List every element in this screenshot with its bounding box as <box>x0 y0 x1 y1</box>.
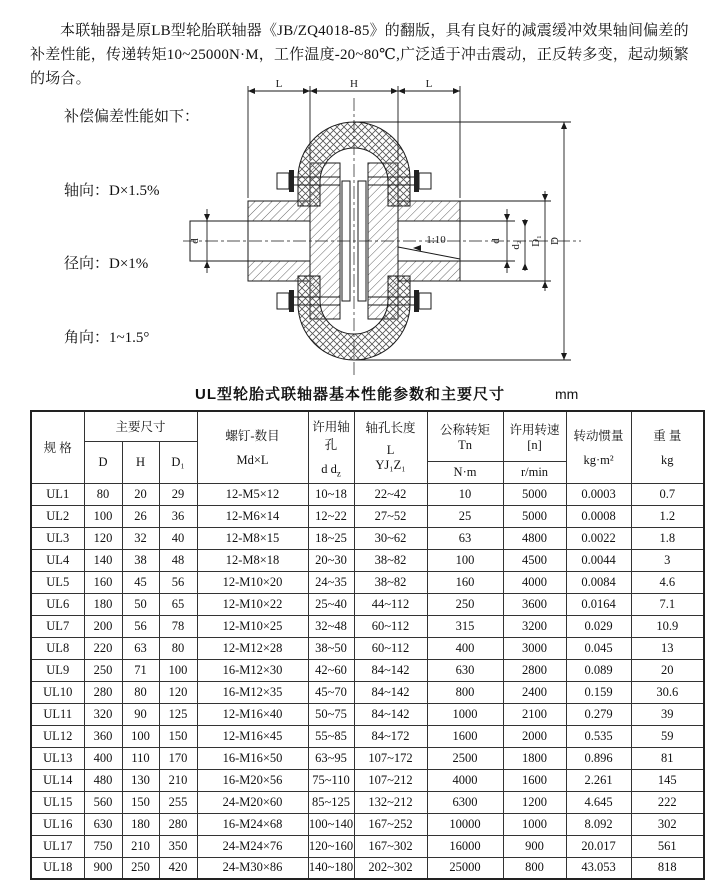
table-cell: 12~22 <box>308 505 354 527</box>
table-cell: 80 <box>122 681 159 703</box>
table-cell: 100 <box>159 659 197 681</box>
table-cell: 202~302 <box>354 857 427 879</box>
table-cell: 24-M30×86 <box>197 857 308 879</box>
table-cell: 71 <box>122 659 159 681</box>
table-cell: 0.535 <box>566 725 631 747</box>
table-cell: UL10 <box>31 681 84 703</box>
table-cell: 90 <box>122 703 159 725</box>
table-cell: 255 <box>159 791 197 813</box>
table-cell: 24~35 <box>308 571 354 593</box>
table-cell: 81 <box>631 747 704 769</box>
table-cell: 80 <box>159 637 197 659</box>
table-cell: 210 <box>122 835 159 857</box>
table-cell: UL14 <box>31 769 84 791</box>
table-cell: 250 <box>84 659 122 681</box>
table-cell: UL16 <box>31 813 84 835</box>
table-cell: 0.279 <box>566 703 631 725</box>
dim-label-d-right: d <box>490 238 502 244</box>
table-cell: 1600 <box>503 769 566 791</box>
col-header-inertia: 转动惯量 kg·m² <box>566 411 631 483</box>
intro-paragraph: 本联轴器是原LB型轮胎联轴器《JB/ZQ4018-85》的翻版，具有良好的减震缓冲效果轴间偏差的补差性能，传递转矩10~25000N·M，工作温度-20~80℃,广泛适于冲击震动，正反转多变，起动频繁的场合。 <box>30 23 689 87</box>
table-cell: 3 <box>631 549 704 571</box>
table-cell: 22~42 <box>354 483 427 505</box>
table-cell: 56 <box>159 571 197 593</box>
dim-label-d-left: d <box>189 238 201 244</box>
table-cell: 2500 <box>427 747 503 769</box>
table-cell: 12-M12×28 <box>197 637 308 659</box>
table-cell: 0.7 <box>631 483 704 505</box>
table-cell: 1000 <box>503 813 566 835</box>
table-cell: 210 <box>159 769 197 791</box>
table-cell: 4000 <box>503 571 566 593</box>
col-header-screw: 螺钉-数目 Md×L <box>197 411 308 483</box>
table-cell: 0.045 <box>566 637 631 659</box>
table-cell: 10000 <box>427 813 503 835</box>
dim-label-L-right: L <box>425 78 433 90</box>
table-cell: 4.645 <box>566 791 631 813</box>
table-cell: 2800 <box>503 659 566 681</box>
col-header-spec: 规 格 <box>31 411 84 483</box>
table-cell: 100~140 <box>308 813 354 835</box>
table-row <box>31 659 704 681</box>
table-cell: 84~142 <box>354 681 427 703</box>
table-cell: 43.053 <box>566 857 631 879</box>
table-cell: 150 <box>122 791 159 813</box>
table-cell: 400 <box>427 637 503 659</box>
table-cell: 48 <box>159 549 197 571</box>
table-cell: 420 <box>159 857 197 879</box>
table-cell: 16-M24×68 <box>197 813 308 835</box>
table-cell: 4.6 <box>631 571 704 593</box>
table-cell: 20 <box>122 483 159 505</box>
table-cell: 560 <box>84 791 122 813</box>
table-cell: 167~302 <box>354 835 427 857</box>
angular-spec: 角向：1~1.5° <box>64 329 150 346</box>
table-cell: 480 <box>84 769 122 791</box>
table-cell: 32~48 <box>308 615 354 637</box>
table-cell: 12-M10×25 <box>197 615 308 637</box>
torque-unit: N·m <box>427 461 503 483</box>
table-cell: 25 <box>427 505 503 527</box>
table-cell: 60~112 <box>354 615 427 637</box>
table-row <box>31 549 704 571</box>
table-row <box>31 681 704 703</box>
table-cell: 561 <box>631 835 704 857</box>
table-cell: 280 <box>84 681 122 703</box>
table-cell: 1000 <box>427 703 503 725</box>
spec-table <box>30 410 705 880</box>
table-cell: 0.0164 <box>566 593 631 615</box>
table-cell: 12-M6×14 <box>197 505 308 527</box>
table-row <box>31 813 704 835</box>
col-header-H: H <box>122 441 159 483</box>
table-row <box>31 725 704 747</box>
table-cell: 0.0084 <box>566 571 631 593</box>
table-cell: 1.8 <box>631 527 704 549</box>
table-cell: 5000 <box>503 483 566 505</box>
table-cell: 18~25 <box>308 527 354 549</box>
table-cell: 38 <box>122 549 159 571</box>
table-cell: 250 <box>122 857 159 879</box>
table-cell: 107~172 <box>354 747 427 769</box>
table-cell: 13 <box>631 637 704 659</box>
table-cell: 50~75 <box>308 703 354 725</box>
table-cell: 12-M5×12 <box>197 483 308 505</box>
table-cell: 2400 <box>503 681 566 703</box>
table-row <box>31 747 704 769</box>
table-cell: UL18 <box>31 857 84 879</box>
table-cell: 110 <box>122 747 159 769</box>
table-cell: UL2 <box>31 505 84 527</box>
table-cell: 12-M10×20 <box>197 571 308 593</box>
table-cell: 170 <box>159 747 197 769</box>
table-cell: 20 <box>631 659 704 681</box>
table-cell: 78 <box>159 615 197 637</box>
table-cell: UL13 <box>31 747 84 769</box>
table-cell: 4500 <box>503 549 566 571</box>
table-cell: UL11 <box>31 703 84 725</box>
speed-unit: r/min <box>503 461 566 483</box>
table-cell: 29 <box>159 483 197 505</box>
table-cell: UL6 <box>31 593 84 615</box>
table-cell: UL5 <box>31 571 84 593</box>
table-cell: 2000 <box>503 725 566 747</box>
table-cell: 200 <box>84 615 122 637</box>
table-row <box>31 637 704 659</box>
table-cell: 7.1 <box>631 593 704 615</box>
compensation-heading: 补偿偏差性能如下： <box>64 109 200 125</box>
radial-spec: 径向：D×1% <box>64 256 149 272</box>
table-cell: 180 <box>122 813 159 835</box>
table-cell: 16-M12×30 <box>197 659 308 681</box>
table-cell: 0.029 <box>566 615 631 637</box>
table-cell: 0.0008 <box>566 505 631 527</box>
table-row <box>31 857 704 879</box>
table-cell: UL8 <box>31 637 84 659</box>
table-cell: 1.2 <box>631 505 704 527</box>
table-cell: 120 <box>159 681 197 703</box>
table-row <box>31 835 704 857</box>
table-cell: 63 <box>122 637 159 659</box>
table-cell: 132~212 <box>354 791 427 813</box>
table-cell: 25000 <box>427 857 503 879</box>
table-cell: 84~142 <box>354 703 427 725</box>
table-title: UL型轮胎式联轴器基本性能参数和主要尺寸 <box>195 386 505 403</box>
table-row <box>31 769 704 791</box>
col-header-D1: D₁ <box>159 441 197 483</box>
col-header-main-dims: 主要尺寸 <box>84 411 197 441</box>
table-row <box>31 571 704 593</box>
table-cell: 145 <box>631 769 704 791</box>
table-cell: 63 <box>427 527 503 549</box>
table-cell: UL1 <box>31 483 84 505</box>
table-cell: 1600 <box>427 725 503 747</box>
table-cell: 45 <box>122 571 159 593</box>
table-cell: 125 <box>159 703 197 725</box>
table-cell: 63~95 <box>308 747 354 769</box>
table-cell: 800 <box>503 857 566 879</box>
table-cell: 38~82 <box>354 549 427 571</box>
table-cell: 3600 <box>503 593 566 615</box>
table-cell: 20~30 <box>308 549 354 571</box>
table-cell: 1800 <box>503 747 566 769</box>
table-cell: 2.261 <box>566 769 631 791</box>
table-cell: 0.896 <box>566 747 631 769</box>
table-cell: 50 <box>122 593 159 615</box>
table-cell: 45~70 <box>308 681 354 703</box>
table-cell: 80 <box>84 483 122 505</box>
table-row <box>31 791 704 813</box>
table-cell: 60~112 <box>354 637 427 659</box>
table-cell: 800 <box>427 681 503 703</box>
col-header-D: D <box>84 441 122 483</box>
table-cell: 250 <box>427 593 503 615</box>
table-cell: 400 <box>84 747 122 769</box>
table-cell: 59 <box>631 725 704 747</box>
table-cell: 280 <box>159 813 197 835</box>
table-row <box>31 593 704 615</box>
table-cell: 3200 <box>503 615 566 637</box>
table-cell: 630 <box>427 659 503 681</box>
taper-line <box>398 247 460 259</box>
table-cell: 75~110 <box>308 769 354 791</box>
table-cell: 167~252 <box>354 813 427 835</box>
table-cell: 32 <box>122 527 159 549</box>
table-cell: 10.9 <box>631 615 704 637</box>
col-header-bore-length: 轴孔长度 L YJ₁Z₁ <box>354 411 427 483</box>
technical-drawing <box>183 78 603 378</box>
table-cell: 160 <box>427 571 503 593</box>
table-cell: UL4 <box>31 549 84 571</box>
table-cell: 20.017 <box>566 835 631 857</box>
table-cell: 16-M20×56 <box>197 769 308 791</box>
table-cell: 85~125 <box>308 791 354 813</box>
table-cell: UL9 <box>31 659 84 681</box>
table-cell: 30.6 <box>631 681 704 703</box>
table-cell: 8.092 <box>566 813 631 835</box>
table-cell: 320 <box>84 703 122 725</box>
table-cell: 180 <box>84 593 122 615</box>
axial-spec: 轴向：D×1.5% <box>64 182 160 199</box>
table-cell: 16-M12×35 <box>197 681 308 703</box>
table-cell: UL15 <box>31 791 84 813</box>
table-cell: 40 <box>159 527 197 549</box>
table-cell: 222 <box>631 791 704 813</box>
table-cell: 750 <box>84 835 122 857</box>
table-cell: 140~180 <box>308 857 354 879</box>
table-cell: 84~172 <box>354 725 427 747</box>
table-row <box>31 483 704 505</box>
dim-label-d2: d₂ <box>510 240 522 250</box>
table-cell: 140 <box>84 549 122 571</box>
table-cell: 0.089 <box>566 659 631 681</box>
table-cell: 12-M8×15 <box>197 527 308 549</box>
table-unit: mm <box>555 386 579 402</box>
table-cell: 900 <box>84 857 122 879</box>
table-cell: 130 <box>122 769 159 791</box>
table-cell: 12-M16×45 <box>197 725 308 747</box>
table-row <box>31 527 704 549</box>
table-cell: 100 <box>427 549 503 571</box>
table-cell: 26 <box>122 505 159 527</box>
table-cell: 39 <box>631 703 704 725</box>
taper-label: 1:10 <box>426 234 446 246</box>
table-cell: 350 <box>159 835 197 857</box>
table-cell: 120 <box>84 527 122 549</box>
table-cell: 42~60 <box>308 659 354 681</box>
table-row <box>31 703 704 725</box>
table-cell: 0.0044 <box>566 549 631 571</box>
table-cell: 24-M20×60 <box>197 791 308 813</box>
table-cell: UL17 <box>31 835 84 857</box>
table-body <box>31 483 704 879</box>
table-row <box>31 615 704 637</box>
table-cell: 6300 <box>427 791 503 813</box>
table-cell: 65 <box>159 593 197 615</box>
table-cell: 36 <box>159 505 197 527</box>
table-cell: 38~82 <box>354 571 427 593</box>
dim-label-D: D <box>549 237 561 245</box>
table-cell: 56 <box>122 615 159 637</box>
table-cell: 5000 <box>503 505 566 527</box>
col-header-bore: 许用轴孔 d $d_z$ <box>308 411 354 483</box>
col-header-weight: 重 量 kg <box>631 411 704 483</box>
table-cell: 27~52 <box>354 505 427 527</box>
table-cell: UL7 <box>31 615 84 637</box>
table-cell: 2100 <box>503 703 566 725</box>
table-row <box>31 505 704 527</box>
dim-label-D1: D₁ <box>530 235 542 247</box>
table-cell: 10~18 <box>308 483 354 505</box>
table-cell: 315 <box>427 615 503 637</box>
table-cell: 360 <box>84 725 122 747</box>
compensation-specs <box>64 56 199 399</box>
table-cell: 12-M8×18 <box>197 549 308 571</box>
table-cell: 0.0003 <box>566 483 631 505</box>
table-cell: 4800 <box>503 527 566 549</box>
table-cell: 160 <box>84 571 122 593</box>
table-cell: 12-M16×40 <box>197 703 308 725</box>
table-cell: 0.159 <box>566 681 631 703</box>
col-header-speed: 许用转速 [n] <box>503 411 566 461</box>
table-cell: 818 <box>631 857 704 879</box>
table-cell: 630 <box>84 813 122 835</box>
table-cell: 107~212 <box>354 769 427 791</box>
table-cell: 84~142 <box>354 659 427 681</box>
table-cell: 302 <box>631 813 704 835</box>
table-cell: UL3 <box>31 527 84 549</box>
table-cell: 0.0022 <box>566 527 631 549</box>
col-header-torque: 公称转矩 Tn <box>427 411 503 461</box>
table-cell: 25~40 <box>308 593 354 615</box>
table-cell: 120~160 <box>308 835 354 857</box>
table-cell: 30~62 <box>354 527 427 549</box>
table-cell: 16-M16×50 <box>197 747 308 769</box>
table-cell: 1200 <box>503 791 566 813</box>
table-cell: 55~85 <box>308 725 354 747</box>
table-cell: 100 <box>122 725 159 747</box>
table-cell: 150 <box>159 725 197 747</box>
table-cell: UL12 <box>31 725 84 747</box>
table-cell: 900 <box>503 835 566 857</box>
table-cell: 16000 <box>427 835 503 857</box>
table-cell: 10 <box>427 483 503 505</box>
table-cell: 3000 <box>503 637 566 659</box>
table-cell: 4000 <box>427 769 503 791</box>
table-cell: 44~112 <box>354 593 427 615</box>
table-cell: 38~50 <box>308 637 354 659</box>
table-cell: 100 <box>84 505 122 527</box>
table-cell: 220 <box>84 637 122 659</box>
table-cell: 24-M24×76 <box>197 835 308 857</box>
table-cell: 12-M10×22 <box>197 593 308 615</box>
dim-label-H: H <box>350 78 358 90</box>
dim-label-L-left: L <box>275 78 283 90</box>
